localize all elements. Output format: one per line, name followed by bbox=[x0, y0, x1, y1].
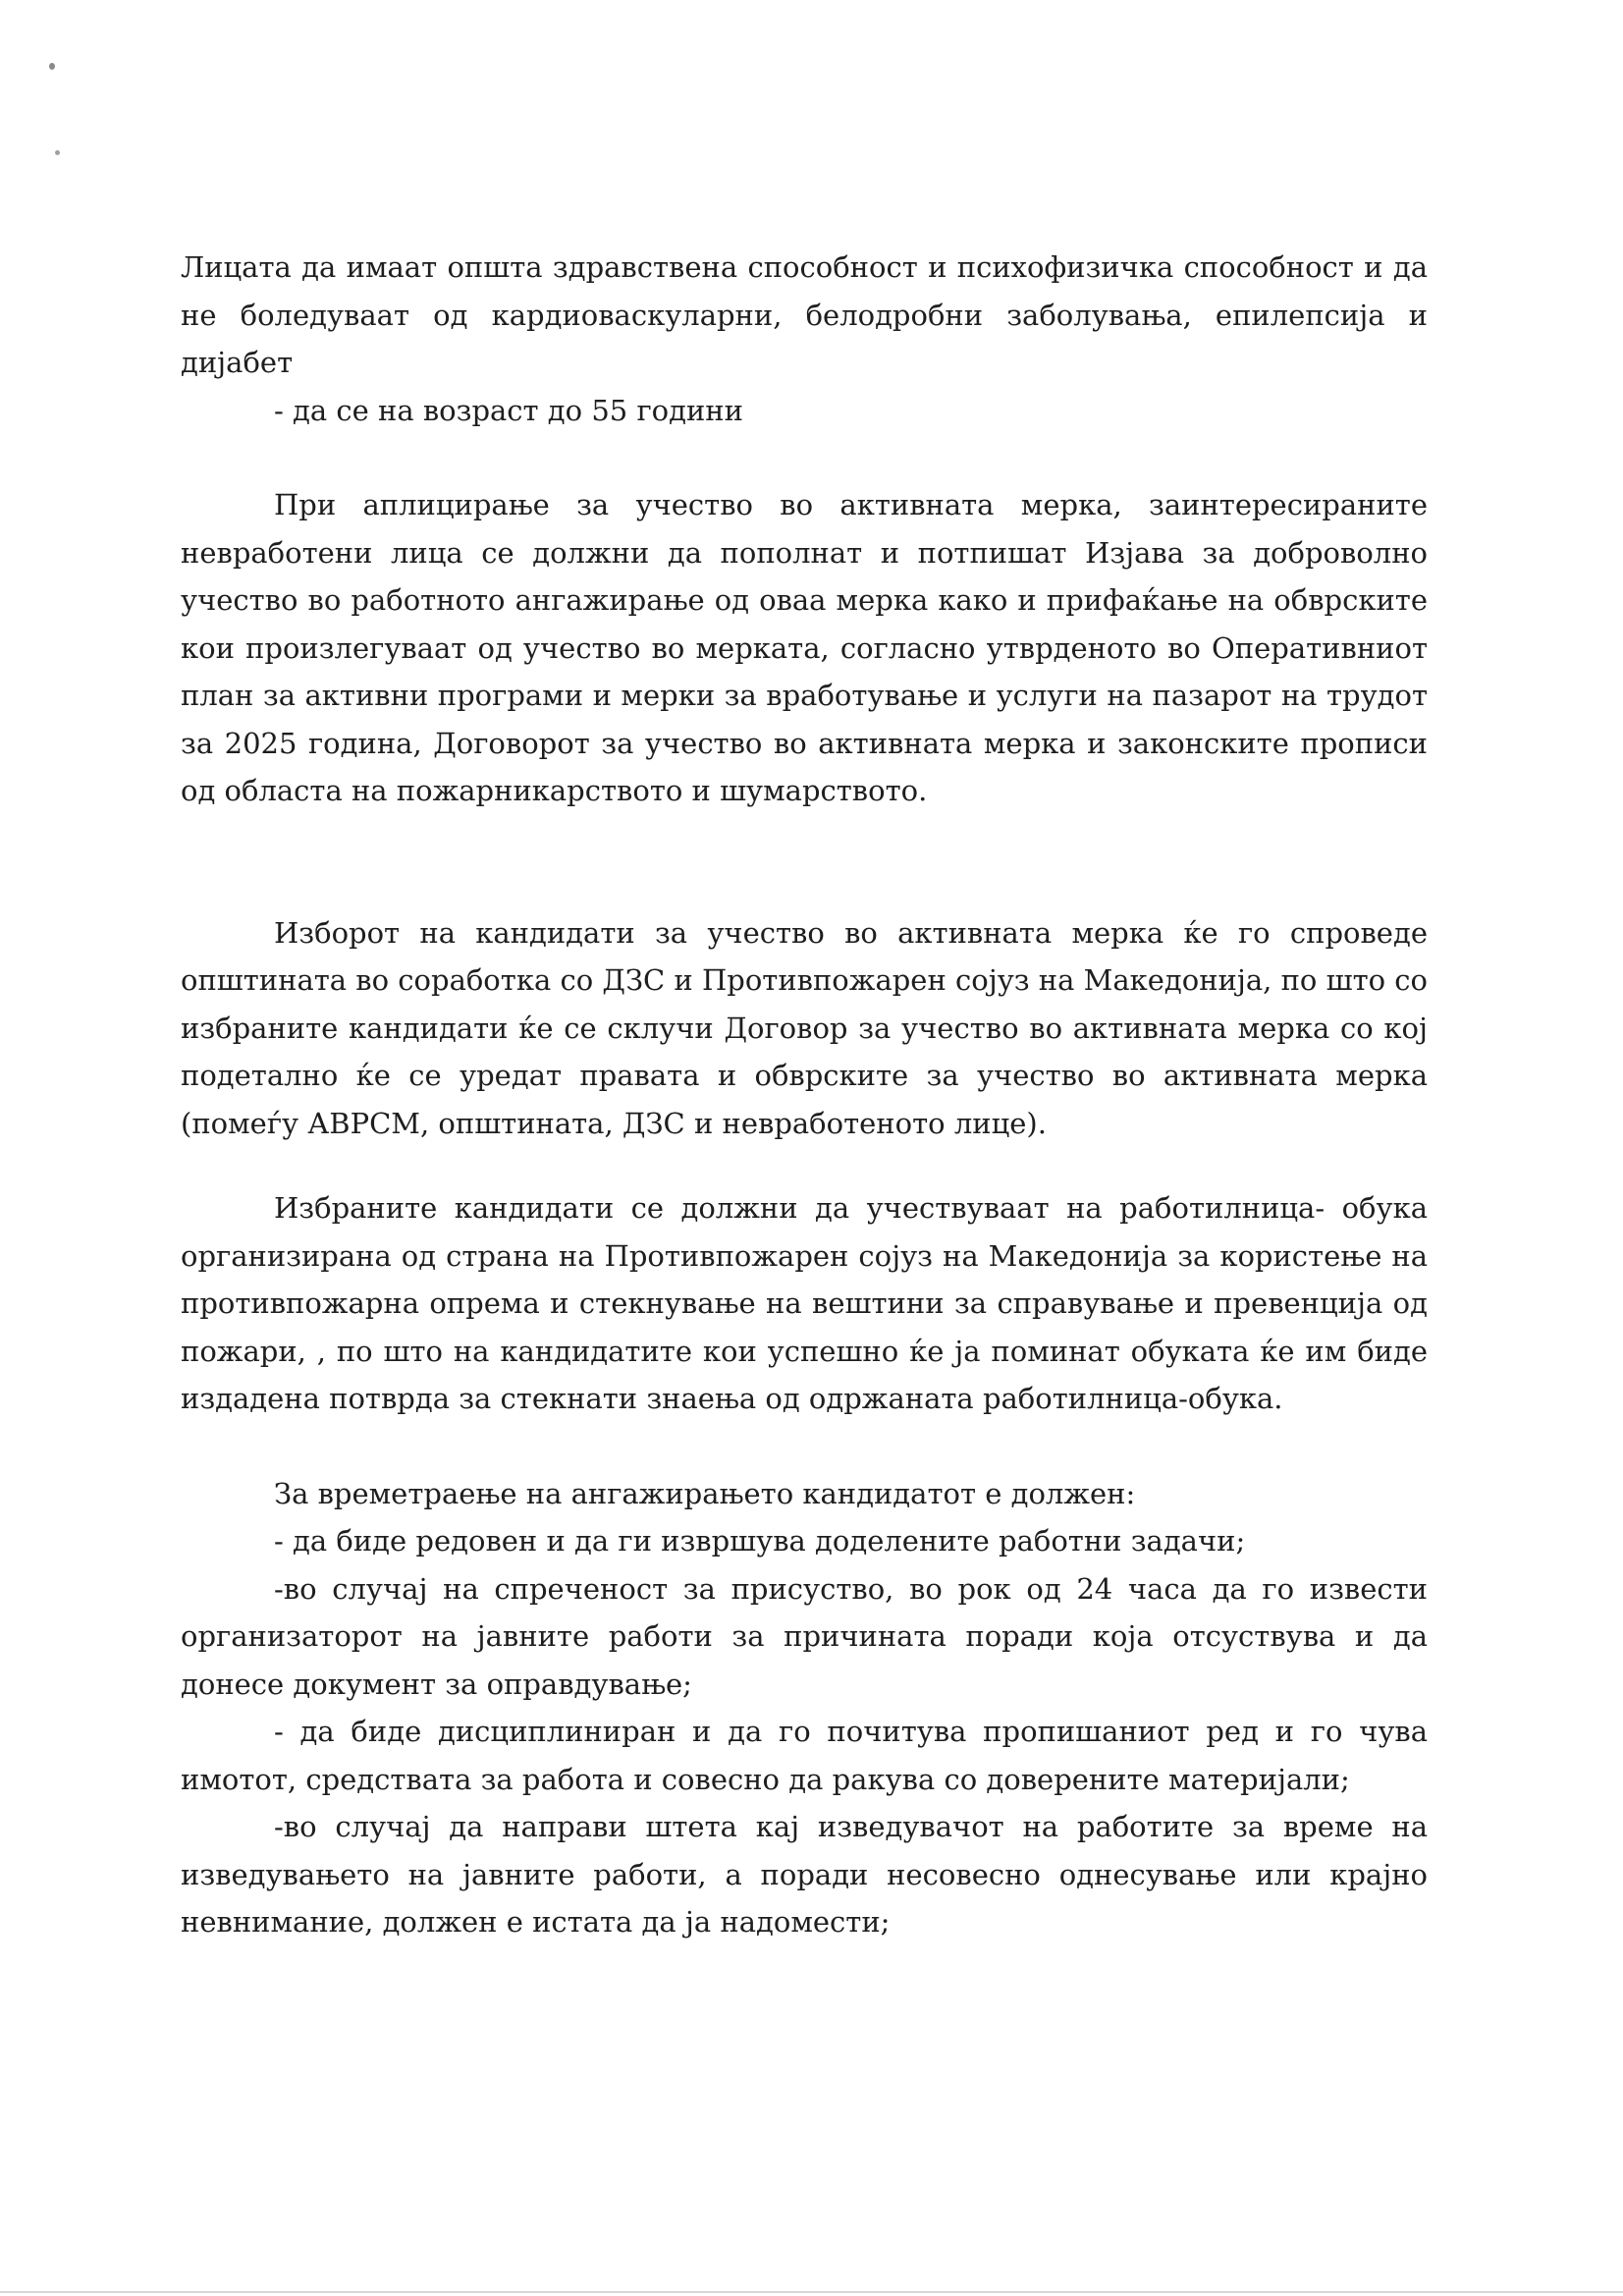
document-body bbox=[181, 244, 1428, 1946]
paragraph-training: Избраните кандидати се должни да учествуваат на работилница- обука организирана од страна на Противпожарен сојуз на Македонија за користење на противпожарна опрема и стекнување на вештини за справување и превенција од пожари, , по што на кандидатите кои успешно ќе ја поминат обуката ќе им биде издадена потврда за стекнати знаења од одржаната работилница-обука. bbox=[181, 1191, 1428, 1415]
scan-speck bbox=[55, 150, 60, 155]
paragraph-selection: Изборот на кандидати за учество во активната мерка ќе го спроведе општината во соработка со ДЗС и Противпожарен сојуз на Македонија, по што со избраните кандидати ќе се склучи Договор за учество во активната мерка со кој подетално ќе се уредат правата и обврските за учество во активната мерка (помеѓу АВРСМ, општината, ДЗС и невработеното лице). bbox=[181, 915, 1428, 1140]
requirement-age: - да се на возраст до 55 години bbox=[274, 393, 743, 427]
paragraph-health-requirement: Лицата да имаат општа здравствена способност и психофизичка способност и да не боледуваат од кардиоваскуларни, белодробни заболувања, епилепсија и дијабет bbox=[181, 250, 1428, 379]
obligation-item: -во случај да направи штета кај изведувачот на работите за време на изведувањето на јавните работи, а поради несовесно однесување или крајно невнимание, должен е истата да ја надомести; bbox=[181, 1810, 1428, 1939]
paragraph-application: При аплицирање за учество во активната мерка, заинтересираните невработени лица се должни да пополнат и потпишат Изјава за доброволно учество во работното ангажирање од оваа мерка како и прифаќање на обврските кои произлегуваат од учество во мерката, согласно утврденото во Оперативниот план за активни програми и мерки за вработување и услуги на пазарот на трудот за 2025 година, Договорот за учество во активната мерка и законските прописи од областа на пожарникарството и шумарството. bbox=[181, 488, 1428, 807]
obligations-intro: За времетраење на ангажирањето кандидатот е должен: bbox=[274, 1476, 1136, 1510]
obligation-item: -во случај на спреченост за присуство, во рок од 24 часа да го извести организаторот на јавните работи за причината поради која отсуствува и да донесе документ за оправдување; bbox=[181, 1571, 1428, 1701]
obligation-item: - да биде редовен и да ги извршува доделените работни задачи; bbox=[274, 1524, 1246, 1558]
scan-speck bbox=[49, 63, 55, 70]
scan-edge-line bbox=[0, 2291, 1623, 2293]
obligation-item: - да биде дисциплиниран и да го почитува пропишаниот ред и го чува имотот, средствата за работа и совесно да ракува со доверените материјали; bbox=[181, 1715, 1428, 1796]
